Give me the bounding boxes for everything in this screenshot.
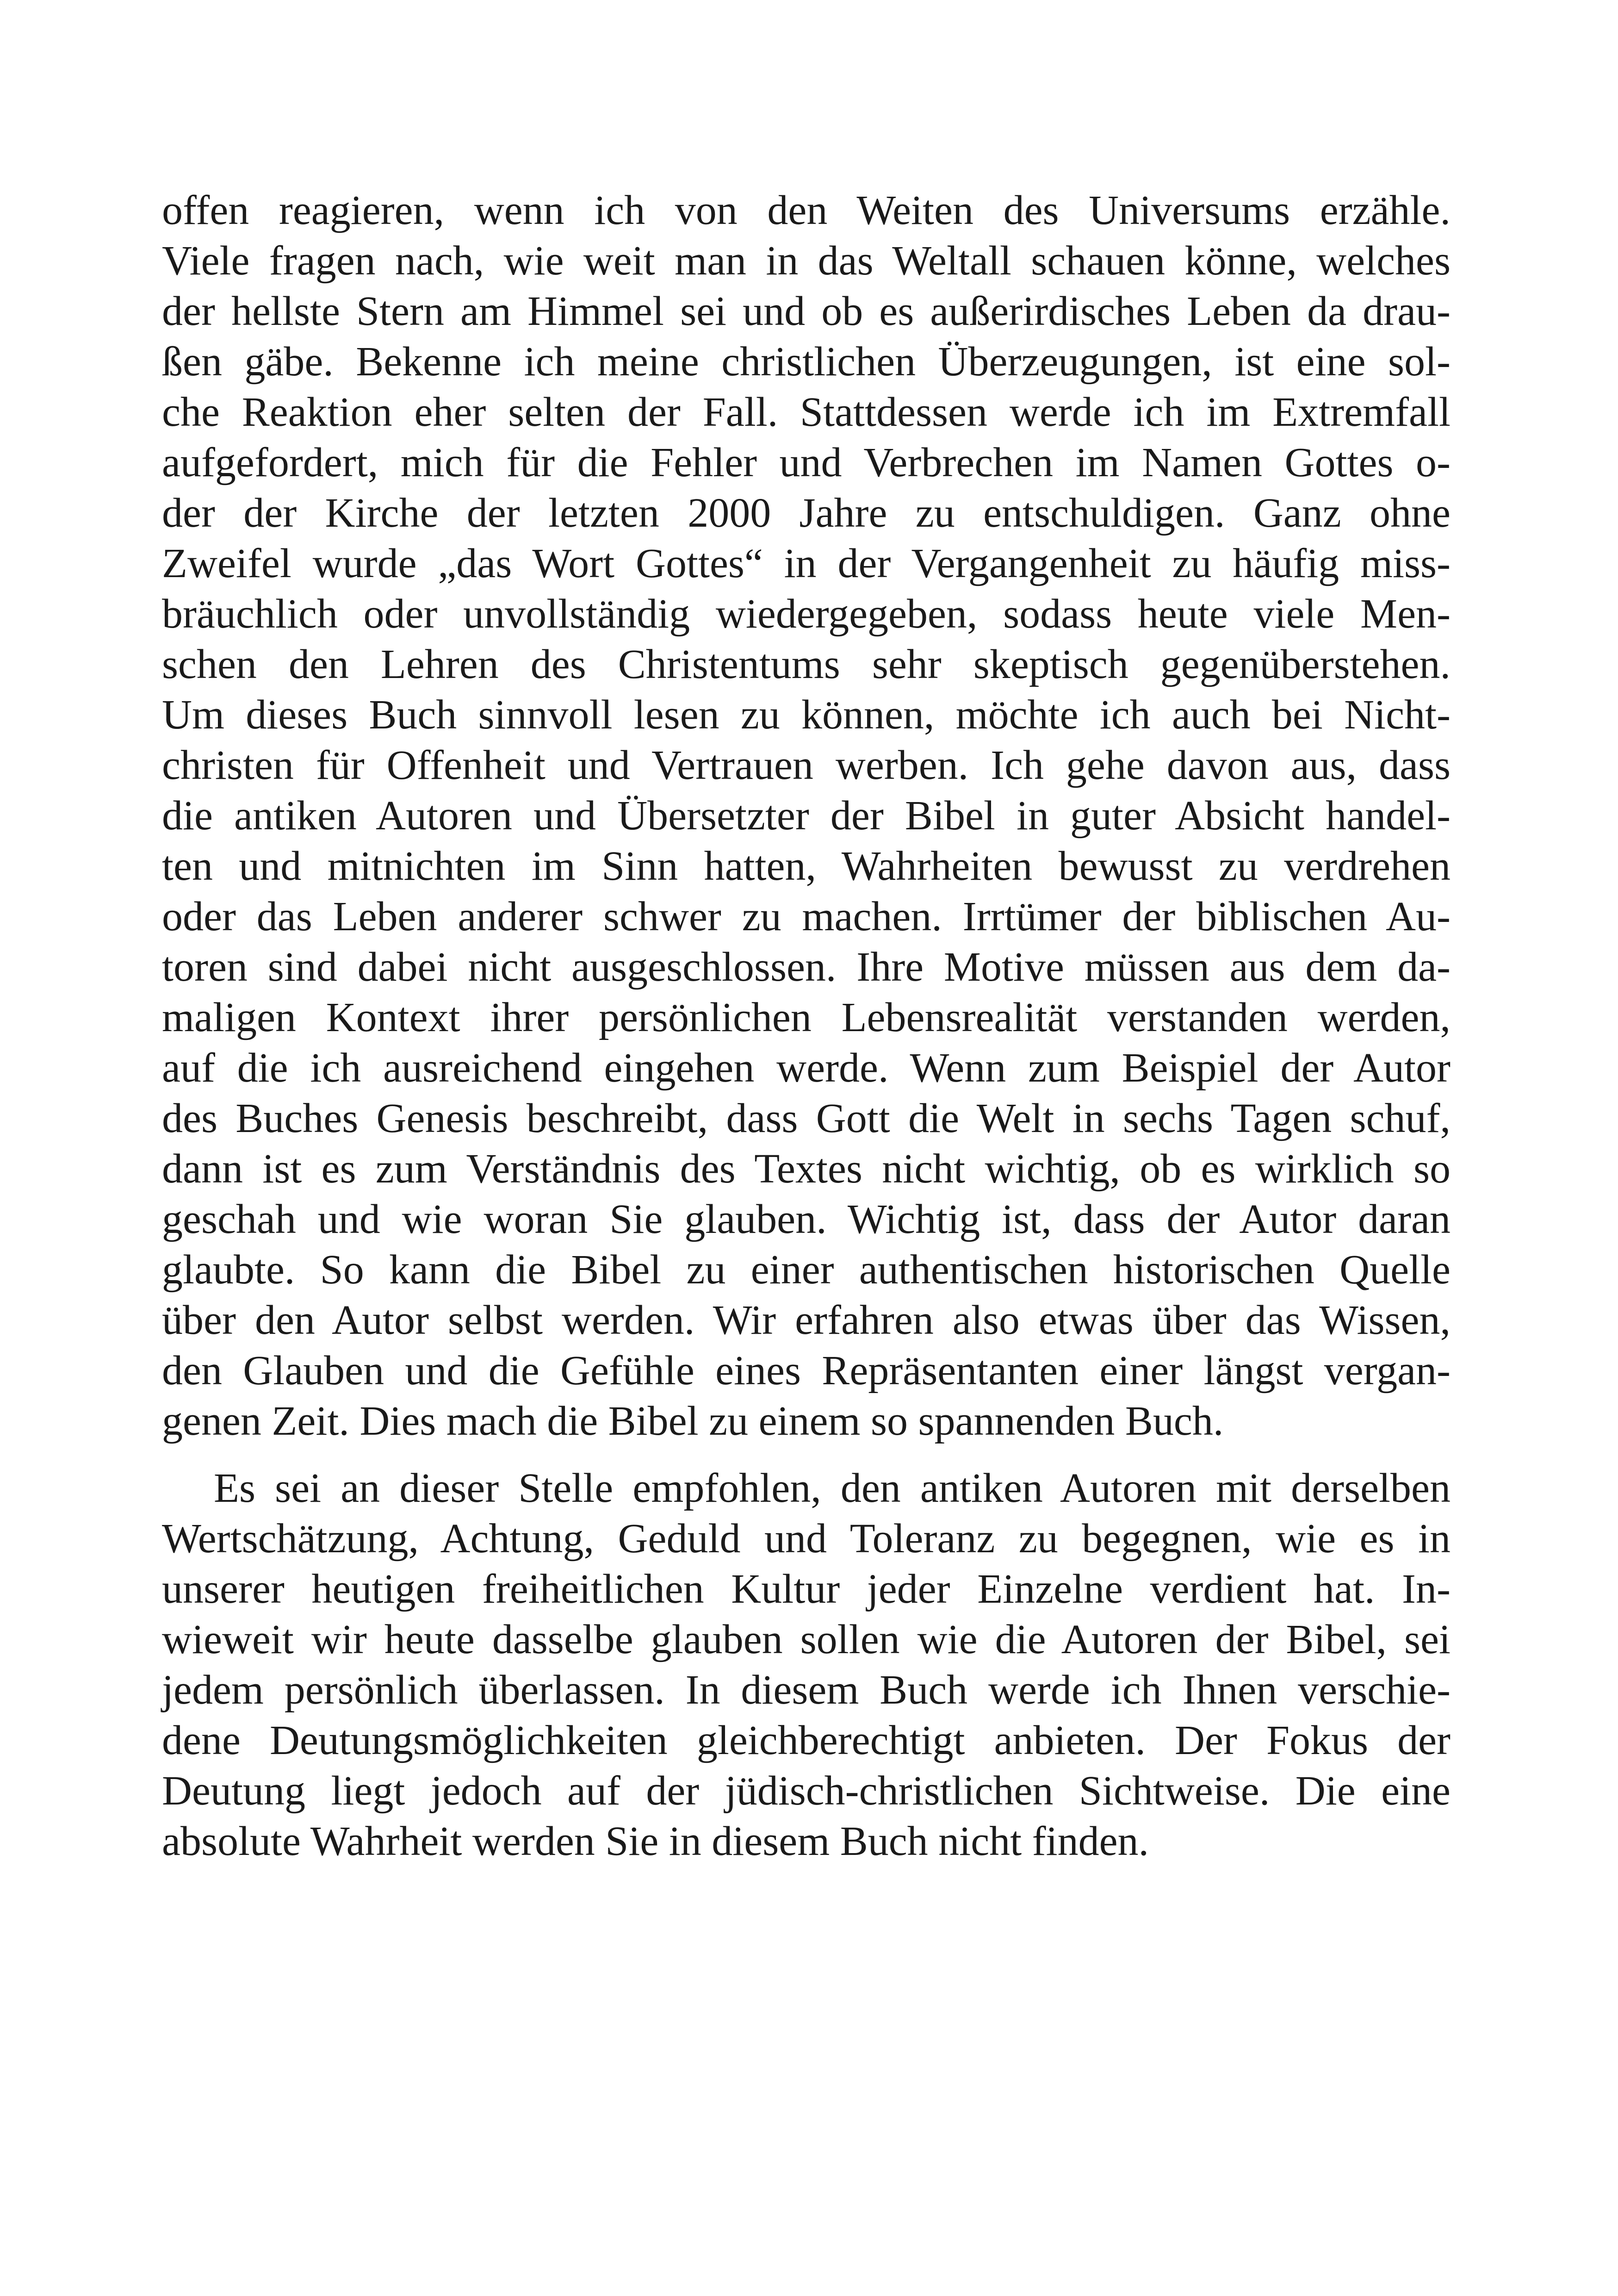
text-line: jedem persönlich überlassen. In diesem Buch werde ich Ihnen verschie- (162, 1667, 1451, 1713)
text-line: geschah und wie woran Sie glauben. Wichtig ist, dass der Autor daran (162, 1196, 1451, 1242)
text-line: Um dieses Buch sinnvoll lesen zu können, möchte ich auch bei Nicht- (162, 692, 1451, 738)
text-line: glaubte. So kann die Bibel zu einer authentischen historischen Quelle (162, 1247, 1451, 1293)
text-line: unserer heutigen freiheitlichen Kultur jeder Einzelne verdient hat. In- (162, 1566, 1451, 1612)
text-line: Zweifel wurde „das Wort Gottes“ in der Vergangenheit zu häufig miss- (162, 541, 1451, 586)
text-line: die antiken Autoren und Übersetzter der Bibel in guter Absicht handel- (162, 793, 1451, 839)
text-line: über den Autor selbst werden. Wir erfahren also etwas über das Wissen, (162, 1297, 1451, 1343)
text-line: absolute Wahrheit werden Sie in diesem Buch nicht finden. (162, 1818, 1149, 1864)
text-line: ßen gäbe. Bekenne ich meine christlichen Überzeugungen, ist eine sol- (162, 339, 1451, 385)
text-line: maligen Kontext ihrer persönlichen Lebensrealität verstanden werden, (162, 995, 1451, 1040)
text-line: des Buches Genesis beschreibt, dass Gott die Welt in sechs Tagen schuf, (162, 1095, 1451, 1141)
paragraph (162, 1463, 1451, 1867)
text-line: christen für Offenheit und Vertrauen werben. Ich gehe davon aus, dass (162, 742, 1451, 788)
text-line: Deutung liegt jedoch auf der jüdisch-christlichen Sichtweise. Die eine (162, 1768, 1451, 1814)
paragraph (162, 185, 1451, 1446)
text-line: Viele fragen nach, wie weit man in das Weltall schauen könne, welches (162, 238, 1451, 284)
text-line: offen reagieren, wenn ich von den Weiten des Universums erzähle. (162, 187, 1451, 233)
text-line: der der Kirche der letzten 2000 Jahre zu entschuldigen. Ganz ohne (162, 490, 1451, 536)
text-line: genen Zeit. Dies mach die Bibel zu einem so spannenden Buch. (162, 1398, 1224, 1444)
text-line: Wertschätzung, Achtung, Geduld und Toleranz zu begegnen, wie es in (162, 1516, 1451, 1562)
body-text (162, 185, 1451, 1867)
text-line: che Reaktion eher selten der Fall. Stattdessen werde ich im Extremfall (162, 389, 1451, 435)
text-line: toren sind dabei nicht ausgeschlossen. Ihre Motive müssen aus dem da- (162, 944, 1451, 990)
text-line: auf die ich ausreichend eingehen werde. Wenn zum Beispiel der Autor (162, 1045, 1451, 1091)
text-line: bräuchlich oder unvollständig wiedergegeben, sodass heute viele Men- (162, 591, 1451, 637)
text-line: den Glauben und die Gefühle eines Repräsentanten einer längst vergan- (162, 1348, 1451, 1394)
text-line: oder das Leben anderer schwer zu machen. Irrtümer der biblischen Au- (162, 894, 1451, 940)
text-line: dene Deutungsmöglichkeiten gleichberechtigt anbieten. Der Fokus der (162, 1717, 1451, 1763)
text-line: wieweit wir heute dasselbe glauben sollen wie die Autoren der Bibel, sei (162, 1617, 1451, 1662)
text-line: der hellste Stern am Himmel sei und ob es außerirdisches Leben da drau- (162, 288, 1451, 334)
text-line: aufgefordert, mich für die Fehler und Verbrechen im Namen Gottes o- (162, 440, 1451, 485)
text-line: ten und mitnichten im Sinn hatten, Wahrheiten bewusst zu verdrehen (162, 843, 1451, 889)
text-line: schen den Lehren des Christentums sehr skeptisch gegenüberstehen. (162, 641, 1451, 687)
text-line: dann ist es zum Verständnis des Textes nicht wichtig, ob es wirklich so (162, 1146, 1451, 1192)
text-line: Es sei an dieser Stelle empfohlen, den antiken Autoren mit derselben (214, 1465, 1451, 1511)
